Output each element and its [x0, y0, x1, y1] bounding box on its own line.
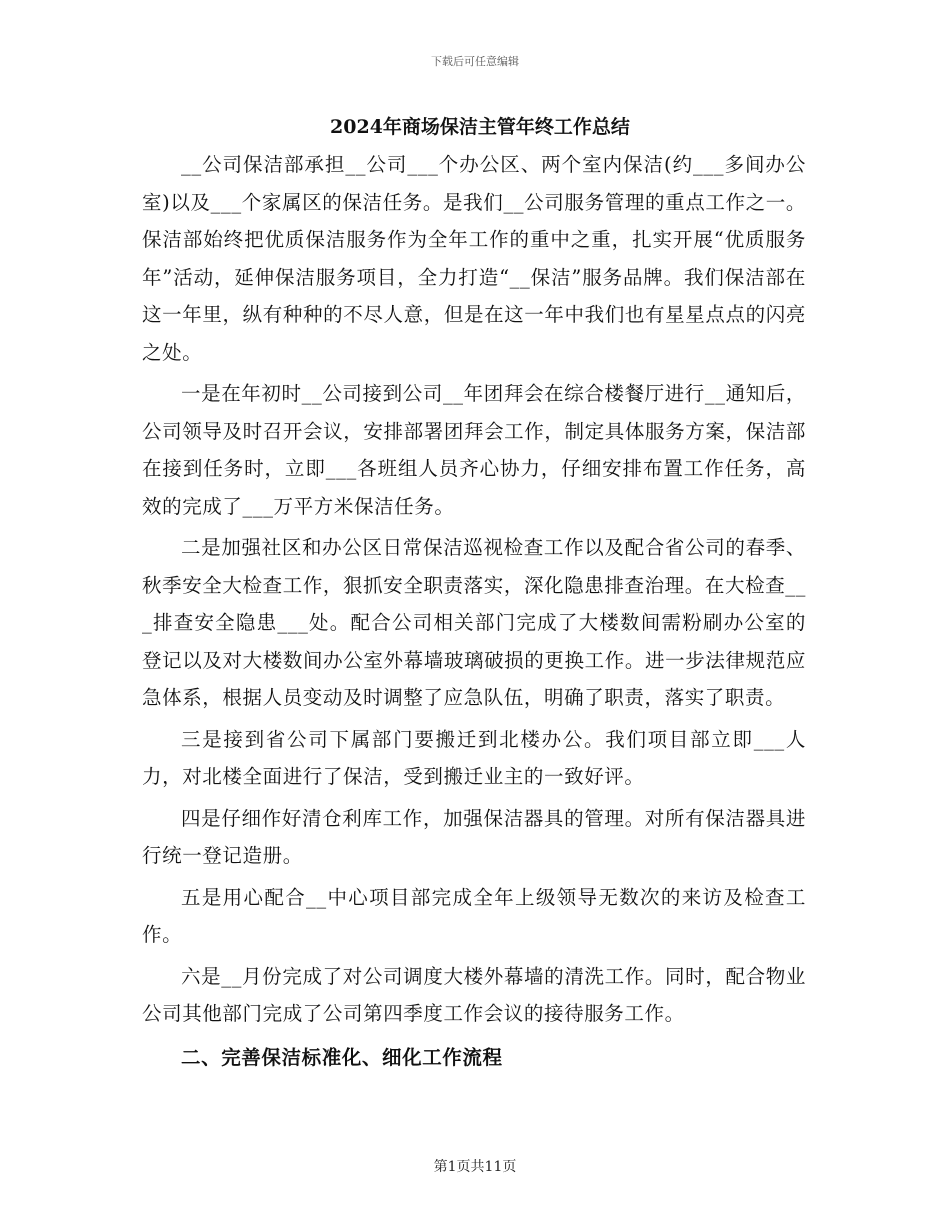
paragraph-item-5: 五是用心配合__中心项目部完成全年上级领导无数次的来访及检查工作。 [142, 885, 806, 946]
paragraph-item-2: 二是加强社区和办公区日常保洁巡视检查工作以及配合省公司的春季、秋季安全大检查工作，狠抓安全职责落实，深化隐患排查治理。在大检查___排查安全隐患___处。配合公司相关部门完成了大楼数间需粉刷办公室的登记以及对大楼数间办公室外幕墙玻璃破损的更换工作。进一步法律规范应急体系，根据人员变动及时调整了应急队伍，明确了职责，落实了职责。 [142, 536, 806, 709]
paragraph-item-3: 三是接到省公司下属部门要搬迁到北楼办公。我们项目部立即___人力，对北楼全面进行了保洁，受到搬迁业主的一致好评。 [142, 727, 806, 788]
paragraph-intro: __公司保洁部承担__公司___个办公区、两个室内保洁(约___多间办公室)以及___个家属区的保洁任务。是我们__公司服务管理的重点工作之一。保洁部始终把优质保洁服务作为全年工作的重中之重，扎实开展“优质服务年”活动，延伸保洁服务项目，全力打造“__保洁”服务品牌。我们保洁部在这一年里，纵有种种的不尽人意，但是在这一年中我们也有星星点点的闪亮之处。 [142, 153, 806, 364]
paragraph-item-6: 六是__月份完成了对公司调度大楼外幕墙的清洗工作。同时，配合物业公司其他部门完成了公司第四季度工作会议的接待服务工作。 [142, 964, 806, 1025]
paragraph-item-1: 一是在年初时__公司接到公司__年团拜会在综合楼餐厅进行__通知后，公司领导及时召开会议，安排部署团拜会工作，制定具体服务方案，保洁部在接到任务时，立即___各班组人员齐心协力，仔细安排布置工作任务，高效的完成了___万平方米保洁任务。 [142, 382, 806, 518]
section-heading: 二、完善保洁标准化、细化工作流程 [181, 1045, 503, 1069]
page-number: 第1页共11页 [433, 1159, 517, 1175]
header-note: 下载后可任意编辑 [431, 55, 519, 68]
document-title: 2024年商场保洁主管年终工作总结 [330, 116, 630, 138]
paragraph-item-4: 四是仔细作好清仓利库工作，加强保洁器具的管理。对所有保洁器具进行统一登记造册。 [142, 806, 806, 867]
document-body [142, 110, 806, 1076]
